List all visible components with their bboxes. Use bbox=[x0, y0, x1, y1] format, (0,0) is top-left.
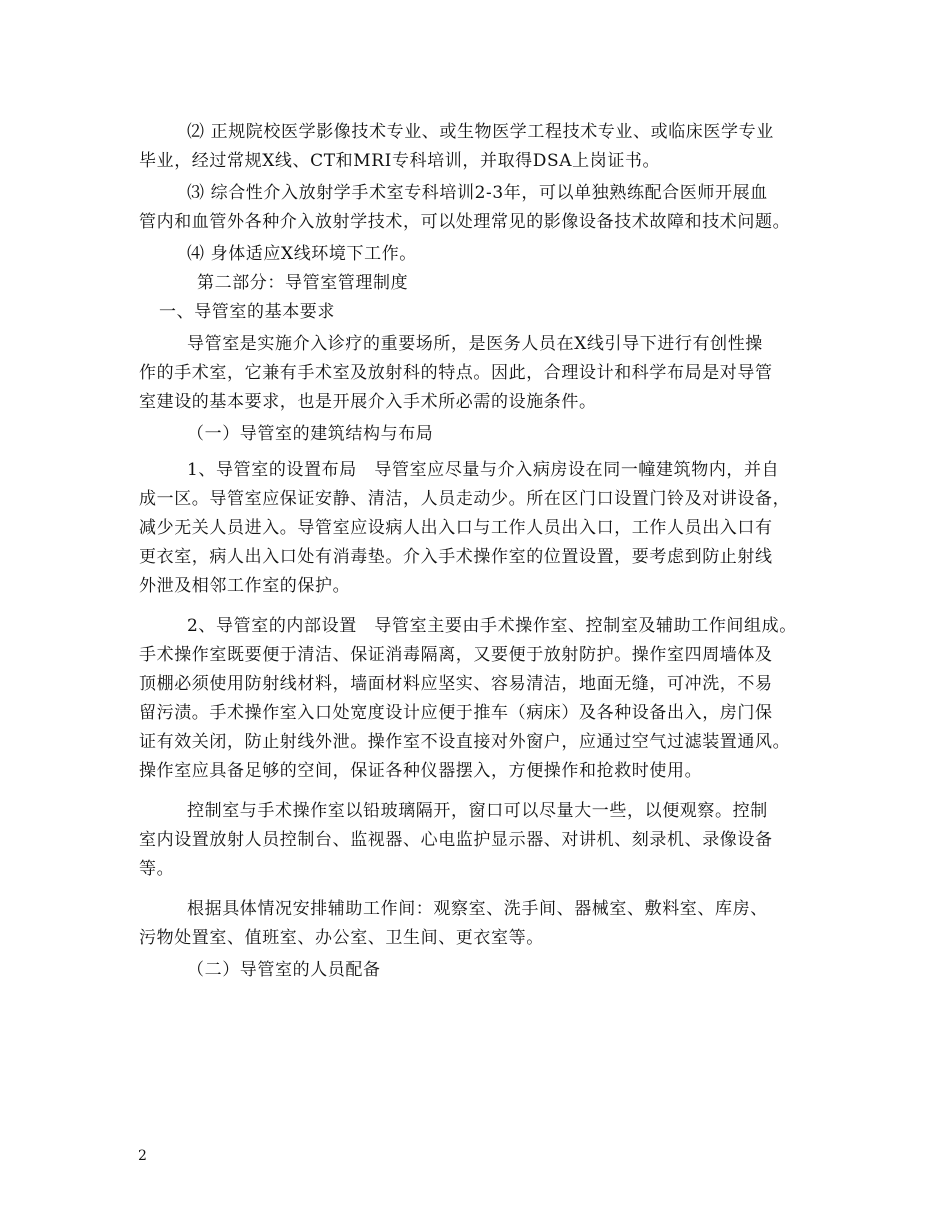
document-body bbox=[139, 118, 819, 985]
section-heading: 第二部分：导管室管理制度 bbox=[197, 273, 409, 293]
text-line: ⑷ 身体适应X线环境下工作。 bbox=[187, 244, 417, 264]
text-line: 1、导管室的设置布局 导管室应尽量与介入病房设在同一幢建筑物内，并自 bbox=[187, 460, 780, 480]
section-heading: 一、导管室的基本要求 bbox=[159, 302, 335, 322]
text-line: 外泄及相邻工作室的保护。 bbox=[139, 576, 351, 596]
control-room-paragraph bbox=[139, 797, 819, 884]
auxiliary-rooms-paragraph bbox=[139, 895, 819, 953]
text-line: 更衣室，病人出入口处有消毒垫。介入手术操作室的位置设置，要考虑到防止射线 bbox=[139, 547, 773, 567]
text-line: 室建设的基本要求，也是开展介入手术所必需的设施条件。 bbox=[139, 392, 597, 412]
subsection-heading: （一）导管室的建筑结构与布局 bbox=[187, 424, 434, 444]
qualification-item-2 bbox=[139, 118, 819, 176]
text-line: ⑶ 综合性介入放射学手术室专科培训2-3年，可以单独熟练配合医师开展血 bbox=[187, 183, 768, 203]
text-line: 手术操作室既要便于清洁、保证消毒隔离，又要便于放射防护。操作室四周墙体及 bbox=[139, 645, 773, 665]
layout-paragraph bbox=[139, 456, 819, 601]
text-line: 2、导管室的内部设置 导管室主要由手术操作室、控制室及辅助工作间组成。 bbox=[187, 616, 797, 636]
text-line: 毕业，经过常规X线、CT和MRI专科培训，并取得DSA上岗证书。 bbox=[139, 151, 661, 171]
cath-lab-intro-paragraph bbox=[139, 330, 819, 417]
basic-requirements-heading bbox=[139, 298, 819, 327]
text-line: 证有效关闭，防止射线外泄。操作室不设直接对外窗户，应通过空气过滤装置通风。 bbox=[139, 732, 791, 752]
staffing-heading bbox=[139, 956, 819, 985]
qualification-item-3 bbox=[139, 179, 819, 237]
text-line: ⑵ 正规院校医学影像技术专业、或生物医学工程技术专业、或临床医学专业 bbox=[187, 122, 774, 142]
text-line: 管内和血管外各种介入放射学技术，可以处理常见的影像设备技术故障和技术问题。 bbox=[139, 212, 791, 232]
internal-setup-paragraph bbox=[139, 612, 819, 786]
text-line: 成一区。导管室应保证安静、清洁，人员走动少。所在区门口设置门铃及对讲设备， bbox=[139, 489, 791, 509]
part-two-heading bbox=[139, 269, 819, 298]
building-structure-heading bbox=[139, 420, 819, 449]
text-line: 留污渍。手术操作室入口处宽度设计应便于推车（病床）及各种设备出入，房门保 bbox=[139, 703, 773, 723]
text-line: 室内设置放射人员控制台、监视器、心电监护显示器、对讲机、刻录机、录像设备 bbox=[139, 830, 773, 850]
text-line: 作的手术室，它兼有手术室及放射科的特点。因此，合理设计和科学布局是对导管 bbox=[139, 363, 773, 383]
page-number: 2 bbox=[138, 1148, 147, 1164]
text-line: 导管室是实施介入诊疗的重要场所，是医务人员在X线引导下进行有创性操 bbox=[187, 334, 763, 354]
qualification-item-4 bbox=[139, 240, 819, 269]
text-line: 操作室应具备足够的空间，保证各种仪器摆入，方便操作和抢救时使用。 bbox=[139, 761, 703, 781]
subsection-heading: （二）导管室的人员配备 bbox=[187, 960, 381, 980]
text-line: 等。 bbox=[139, 859, 175, 879]
text-line: 根据具体情况安排辅助工作间：观察室、洗手间、器械室、敷料室、库房、 bbox=[187, 899, 768, 919]
text-line: 污物处置室、值班室、办公室、卫生间、更衣室等。 bbox=[139, 928, 544, 948]
text-line: 顶棚必须使用防射线材料，墙面材料应坚实、容易清洁，地面无缝，可冲洗，不易 bbox=[139, 674, 773, 694]
text-line: 控制室与手术操作室以铅玻璃隔开，窗口可以尽量大一些，以便观察。控制 bbox=[187, 801, 768, 821]
text-line: 减少无关人员进入。导管室应设病人出入口与工作人员出入口，工作人员出入口有 bbox=[139, 518, 773, 538]
